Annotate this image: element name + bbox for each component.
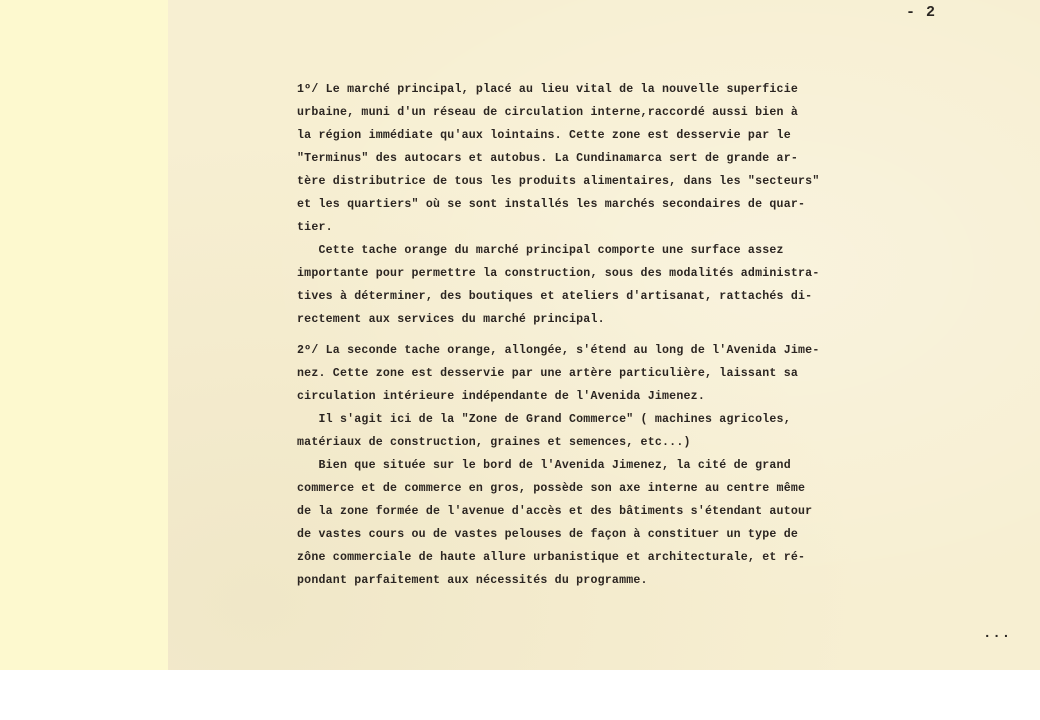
text-line: "Terminus" des autocars et autobus. La Cundinamarca sert de grande ar- bbox=[297, 152, 799, 165]
text-line: tives à déterminer, des boutiques et ateliers d'artisanat, rattachés di- bbox=[297, 290, 813, 303]
text-line: urbaine, muni d'un réseau de circulation interne,raccordé aussi bien à bbox=[297, 106, 799, 119]
text-line: Cette tache orange du marché principal comporte une surface assez bbox=[297, 244, 784, 257]
text-line: importante pour permettre la construction, sous des modalités administra- bbox=[297, 267, 820, 280]
text-line: rectement aux services du marché principal. bbox=[297, 313, 605, 326]
document-body bbox=[297, 78, 917, 592]
text-line: zône commerciale de haute allure urbanistique et architecturale, et ré- bbox=[297, 551, 806, 564]
text-line: et les quartiers" où se sont installés les marchés secondaires de quar- bbox=[297, 198, 806, 211]
text-line: matériaux de construction, graines et semences, etc...) bbox=[297, 436, 691, 449]
text-line: la région immédiate qu'aux lointains. Cette zone est desservie par le bbox=[297, 129, 791, 142]
text-line: Il s'agit ici de la "Zone de Grand Commerce" ( machines agricoles, bbox=[297, 413, 791, 426]
text-line: Bien que située sur le bord de l'Avenida Jimenez, la cité de grand bbox=[297, 459, 791, 472]
text-line: circulation intérieure indépendante de l'Avenida Jimenez. bbox=[297, 390, 705, 403]
page-number: - 2 bbox=[906, 4, 937, 21]
text-line: de la zone formée de l'avenue d'accès et des bâtiments s'étendant autour bbox=[297, 505, 813, 518]
text-line: tère distributrice de tous les produits alimentaires, dans les "secteurs" bbox=[297, 175, 820, 188]
left-margin-strip bbox=[0, 0, 168, 670]
continuation-mark: ... bbox=[983, 626, 1012, 642]
text-line: commerce et de commerce en gros, possède son axe interne au centre même bbox=[297, 482, 806, 495]
text-line: tier. bbox=[297, 221, 333, 234]
text-line: 2º/ La seconde tache orange, allongée, s'étend au long de l'Avenida Jime- bbox=[297, 344, 820, 357]
document-page bbox=[168, 0, 1040, 670]
text-line: nez. Cette zone est desservie par une artère particulière, laissant sa bbox=[297, 367, 799, 380]
text-line: de vastes cours ou de vastes pelouses de façon à constituer un type de bbox=[297, 528, 799, 541]
text-line: 1º/ Le marché principal, placé au lieu vital de la nouvelle superficie bbox=[297, 83, 799, 96]
paragraph-gap bbox=[297, 331, 917, 339]
text-line: pondant parfaitement aux nécessités du programme. bbox=[297, 574, 648, 587]
